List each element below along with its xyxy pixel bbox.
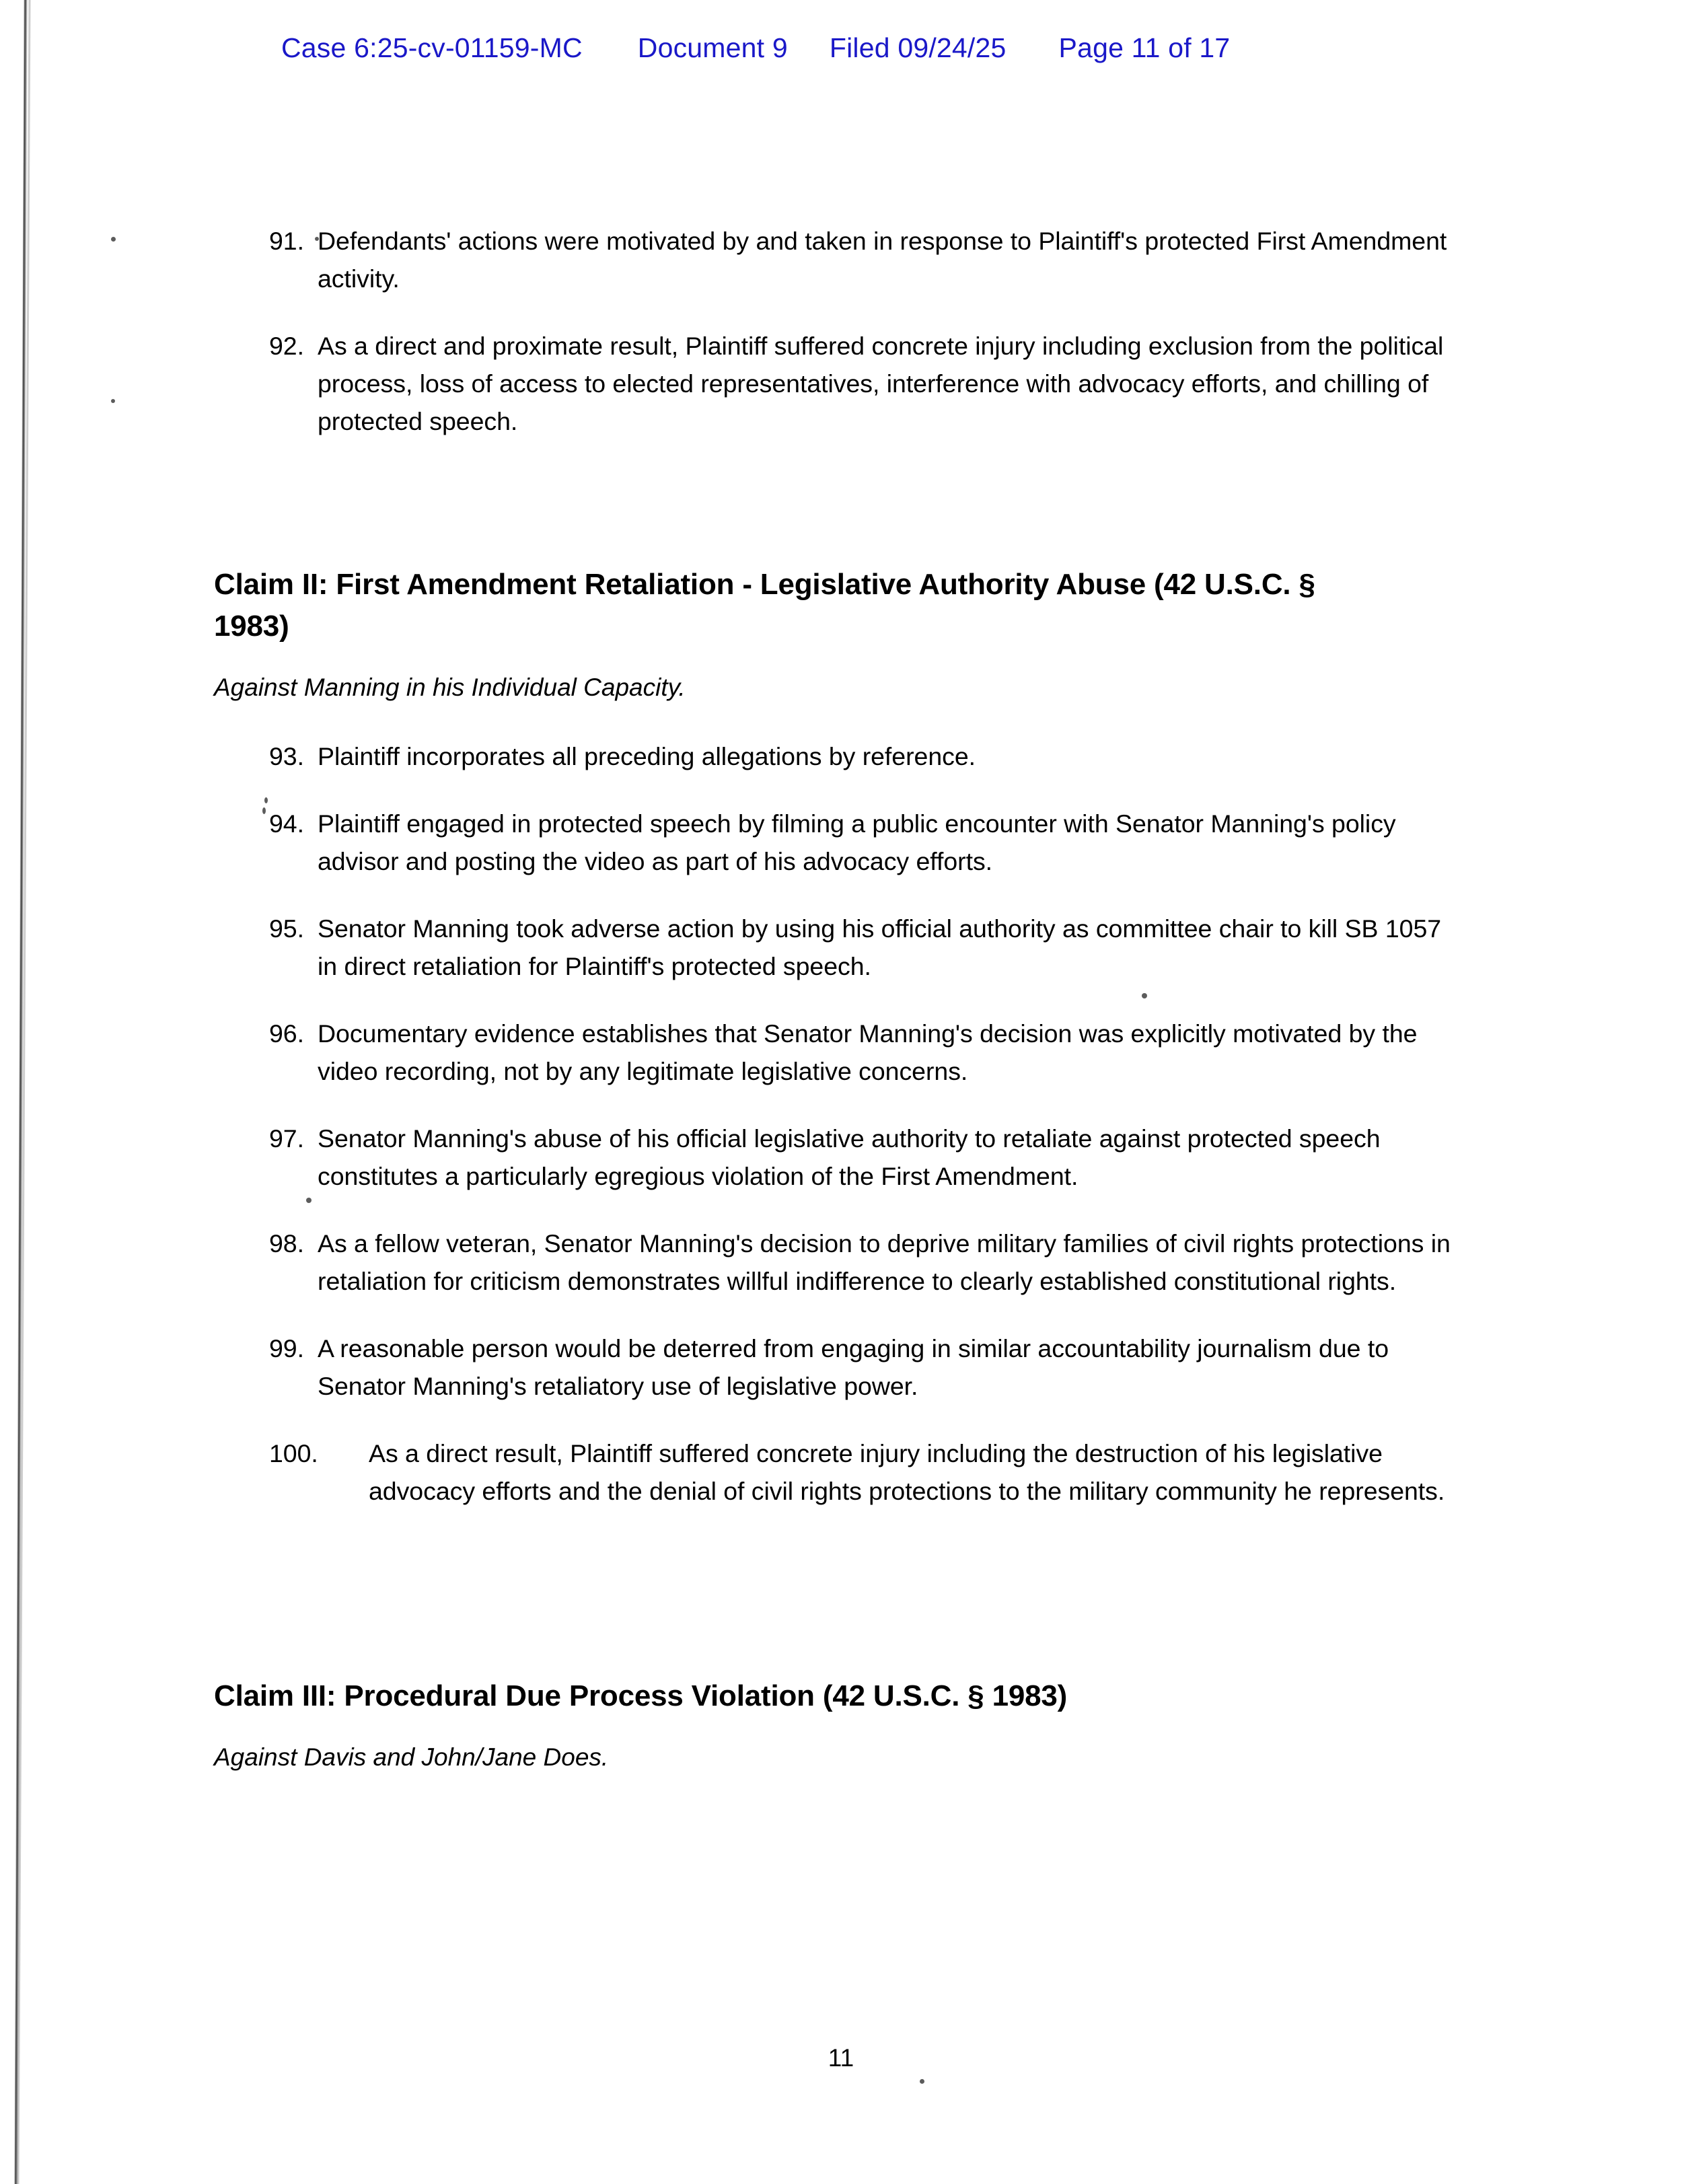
document-body: [214, 222, 1465, 1807]
paragraph-text: A reasonable person would be deterred from engaging in similar accountability journalism due to Senator Manning's retaliatory use of legislative power.: [318, 1334, 1389, 1400]
numbered-paragraph: [269, 1225, 1465, 1300]
numbered-paragraph: [269, 737, 1465, 775]
paragraph-text: As a direct result, Plaintiff suffered concrete injury including the destruction of his legislative advocacy efforts and the denial of civil rights protections to the military community he represents.: [369, 1439, 1445, 1505]
scan-speckle: [920, 2079, 924, 2084]
numbered-paragraph: [269, 1015, 1465, 1090]
numbered-paragraph: [269, 1434, 1465, 1510]
paragraph-number: 93.: [269, 742, 304, 770]
paragraph-text: As a fellow veteran, Senator Manning's decision to deprive military families of civil rights protections in retaliation for criticism demonstrates willful indifference to clearly established constitutional rights.: [318, 1229, 1451, 1295]
ecf-document-number: Document 9: [637, 32, 788, 63]
paragraph-text: Senator Manning took adverse action by using his official authority as committee chair to kill SB 1057 in direct retaliation for Plaintiff's protected speech.: [318, 914, 1442, 980]
paragraph-number: 98.: [269, 1229, 304, 1258]
paragraph-text: As a direct and proximate result, Plaintiff suffered concrete injury including exclusion from the political process, loss of access to elected representatives, interference with advocacy efforts, and chilling of protected speech.: [318, 332, 1444, 435]
paragraph-number: 96.: [269, 1019, 304, 1048]
paragraph-number: 92.: [269, 332, 304, 360]
paragraph-number: 91.: [269, 227, 304, 255]
page-number-footer: 11: [828, 2044, 854, 2072]
claim-2-subtitle: Against Manning in his Individual Capacity.: [214, 674, 686, 701]
paragraph-number: 97.: [269, 1124, 304, 1153]
ecf-header-stamp: [0, 32, 1682, 64]
paragraph-text: Defendants' actions were motivated by and taken in response to Plaintiff's protected First Amendment activity.: [318, 227, 1447, 293]
section-spacer: [214, 470, 1465, 517]
claim-3-heading: Claim III: Procedural Due Process Violation (42 U.S.C. § 1983): [214, 1679, 1068, 1712]
paragraph-number: 100.: [269, 1439, 318, 1467]
paragraph-number: 95.: [269, 914, 304, 943]
ecf-page-indicator: Page 11 of 17: [1058, 32, 1231, 63]
paragraph-text: Plaintiff engaged in protected speech by filming a public encounter with Senator Manning's policy advisor and posting the video as part of his advocacy efforts.: [318, 809, 1396, 875]
numbered-paragraph: [269, 1120, 1465, 1195]
paragraph-text: Senator Manning's abuse of his official legislative authority to retaliate against protected speech constitutes a particularly egregious violation of the First Amendment.: [318, 1124, 1381, 1190]
numbered-paragraph: [269, 805, 1465, 880]
ecf-case-number: Case 6:25-cv-01159-MC: [281, 32, 583, 63]
paragraph-text: Plaintiff incorporates all preceding allegations by reference.: [318, 742, 976, 770]
paragraph-number: 99.: [269, 1334, 304, 1362]
section-spacer: [214, 1539, 1465, 1619]
scan-speckle: [111, 399, 115, 403]
numbered-paragraph: [269, 1330, 1465, 1405]
numbered-paragraph: [269, 222, 1465, 297]
claim-2-heading: Claim II: First Amendment Retaliation - Legislative Authority Abuse (42 U.S.C. § 1983): [214, 568, 1315, 643]
paragraph-text: Documentary evidence establishes that Senator Manning's decision was explicitly motivated by the video recording, not by any legitimate legislative concerns.: [318, 1019, 1418, 1085]
scan-speckle: [111, 237, 116, 242]
claim-3-subtitle: Against Davis and John/Jane Does.: [214, 1743, 609, 1771]
paragraph-number: 94.: [269, 809, 304, 838]
ecf-filed-date: Filed 09/24/25: [829, 32, 1007, 63]
numbered-paragraph: [269, 910, 1465, 985]
numbered-paragraph: [269, 327, 1465, 440]
